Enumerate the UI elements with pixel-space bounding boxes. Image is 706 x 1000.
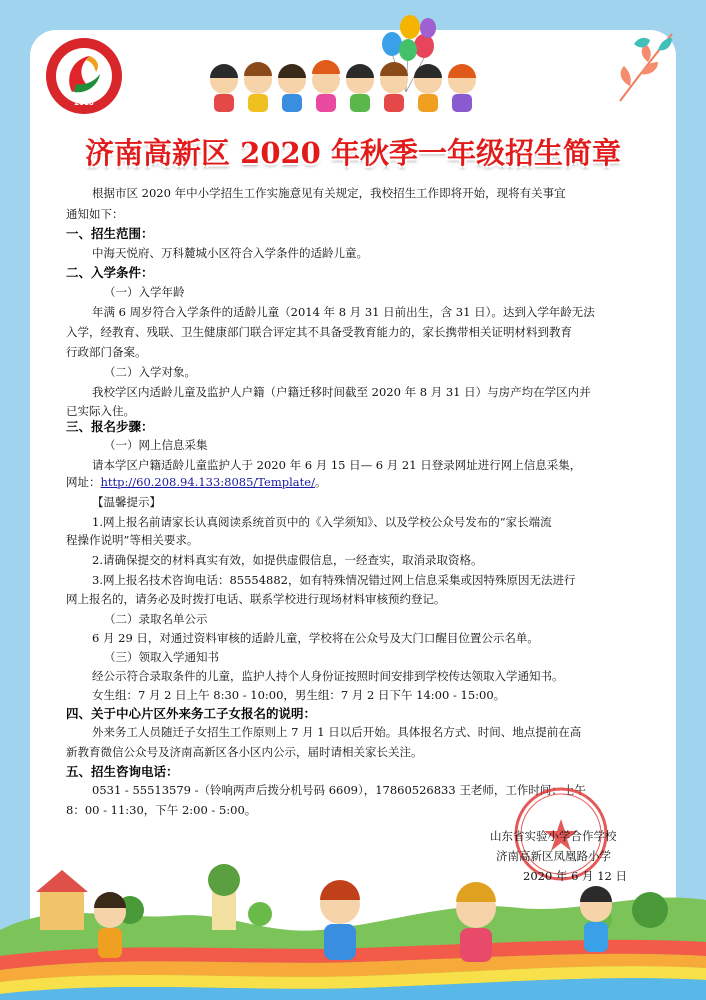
- signature-date: 2020 年 6 月 12 日: [523, 869, 627, 883]
- section-5-heading: 五、招生咨询电话：: [66, 764, 179, 779]
- tip-2: 2.请确保提交的材料真实有效，如提供虚假信息，一经查实，取消录取资格。: [92, 553, 483, 567]
- section-2-sub-1-line-2: 入学，经教育、残联、卫生健康部门联合评定其不具备受教育能力的，家长携带相关证明材料到教育: [66, 325, 572, 339]
- section-3-heading: 三、报名步骤：: [66, 419, 154, 434]
- section-5-line-1: 0531 - 55513579 -（铃响两声后拨分机号码 6609），17860526833 王老师，工作时间：上午: [92, 783, 586, 797]
- tips-heading: 【温馨提示】: [92, 495, 161, 509]
- section-4-line-1: 外来务工人员随迁子女招生工作原则上 7 月 1 日以后开始。具体报名方式、时间、地点提前在高: [92, 725, 582, 739]
- section-2-sub-1-line-3: 行政部门备案。: [66, 345, 147, 359]
- section-2-sub-2-line-2: 已实际入住。: [66, 404, 135, 418]
- bottom-landscape-illustration: [0, 860, 706, 1000]
- section-2-heading: 二、入学条件：: [66, 265, 154, 280]
- tip-3-line-2: 网上报名的，请务必及时拨打电话、联系学校进行现场材料审核预约登记。: [66, 592, 446, 606]
- section-3-sub-3: （三）领取入学通知书: [104, 650, 219, 664]
- section-3-sub-1-line-1: 请本学区户籍适龄儿童监护人于 2020 年 6 月 15 日— 6 月 21 日登录网址进行网上信息采集，: [92, 458, 582, 472]
- url-suffix: 。: [314, 475, 327, 489]
- section-3-sub-1: （一）网上信息采集: [104, 438, 208, 452]
- url-prefix: 网址：: [66, 475, 101, 489]
- tip-1-line-1: 1.网上报名前请家长认真阅读系统首页中的《入学须知》、以及学校公众号发布的“家长端流: [92, 515, 552, 529]
- section-3-sub-3-line-2: 女生组：7 月 2 日上午 8:30 - 10:00，男生组：7 月 2 日下午 14:00 - 15:00。: [92, 688, 506, 702]
- tip-1-line-2: 程操作说明”等相关要求。: [66, 533, 199, 547]
- section-1-heading: 一、招生范围：: [66, 226, 154, 241]
- signature-school-1: 山东省实验小学合作学校: [490, 829, 617, 843]
- section-2-sub-1: （一）入学年龄: [104, 285, 185, 299]
- kids-row-illustration: [206, 60, 478, 118]
- leaf-decoration-icon: [610, 26, 680, 106]
- intro-line-1: 根据市区 2020 年中小学招生工作实施意见有关规定，我校招生工作即将开始，现将有关事宜: [92, 186, 566, 200]
- signature-school-2: 济南高新区凤凰路小学: [496, 849, 611, 863]
- section-3-sub-3-line-1: 经公示符合录取条件的儿童，监护人持个人身份证按照时间安排到学校传达领取入学通知书。: [92, 669, 564, 683]
- section-4-heading: 四、关于中心片区外来务工子女报名的说明：: [66, 706, 317, 721]
- page-title: 济南高新区 2020 年秋季一年级招生简章: [85, 136, 621, 170]
- url-line: [66, 475, 326, 490]
- section-4-line-2: 新教育微信公众号及济南高新区各小区内公示，届时请相关家长关注。: [66, 745, 423, 759]
- section-2-sub-2-line-1: 我校学区内适龄儿童及监护人户籍（户籍迁移时间截至 2020 年 8 月 31 日）与房产均在学区内并: [92, 385, 591, 399]
- logo-year: 2018: [74, 99, 94, 107]
- section-3-sub-2-line: 6 月 29 日，对通过资料审核的适龄儿童，学校将在公众号及大门口醒目位置公示名单。: [92, 631, 539, 645]
- section-2-sub-2: （二）入学对象。: [104, 365, 196, 379]
- section-2-sub-1-line-1: 年满 6 周岁符合入学条件的适龄儿童（2014 年 8 月 31 日前出生，含 31 日）。达到入学年龄无法: [92, 305, 595, 319]
- intro-line-2: 通知如下：: [66, 207, 124, 221]
- section-5-line-2: 8：00 - 11:30，下午 2:00 - 5:00。: [66, 803, 257, 817]
- section-3-sub-2: （二）录取名单公示: [104, 612, 208, 626]
- registration-url-link[interactable]: http://60.208.94.133:8085/Template/: [100, 475, 315, 489]
- tip-3-line-1: 3.网上报名技术咨询电话：85554882，如有特殊情况错过网上信息采集或因特殊原因无法进行: [92, 573, 576, 587]
- section-1-text: 中海天悦府、万科麓城小区符合入学条件的适龄儿童。: [92, 246, 368, 260]
- school-logo: [44, 36, 124, 116]
